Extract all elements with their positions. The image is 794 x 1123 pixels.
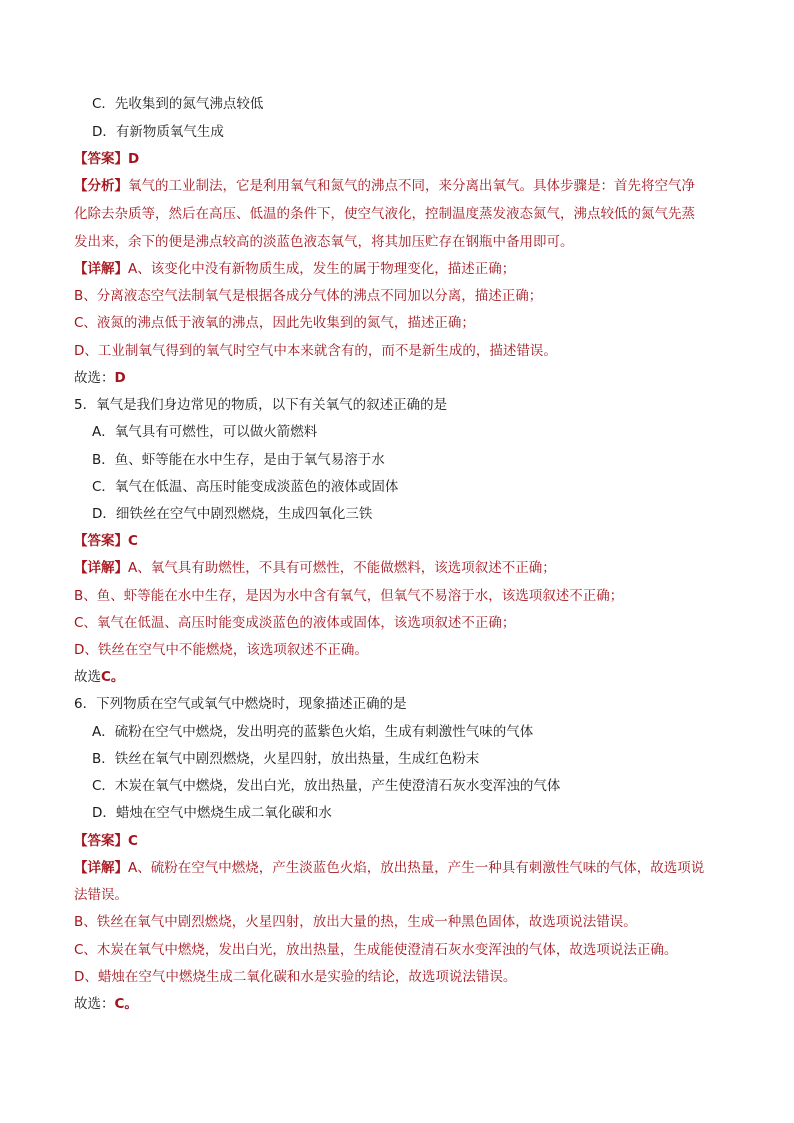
q4-analysis-line-3: 发出来，余下的便是沸点较高的淡蓝色液态氧气，将其加压贮存在钢瓶中备用即可。 [74, 234, 574, 250]
answer-label: 【答案】 [74, 151, 128, 167]
q6-option-d: D．蜡烛在空气中燃烧生成二氧化碳和水 [92, 805, 332, 821]
q5-detail-b: B、鱼、虾等能在水中生存，是因为水中含有氧气，但氧气不易溶于水，该选项叙述不正确； [74, 588, 624, 604]
choice-value: D [114, 370, 126, 386]
q4-choice [74, 369, 126, 387]
q6-option-b: B．铁丝在氧气中剧烈燃烧，火星四射，放出热量，生成红色粉末 [92, 751, 480, 767]
choice-label: 故选： [74, 996, 115, 1012]
q5-detail-a [74, 559, 556, 577]
q6-detail-a-line-2: 法错误。 [74, 887, 128, 903]
q6-answer [74, 832, 138, 850]
q5-stem: 5．氧气是我们身边常见的物质，以下有关氧气的叙述正确的是 [74, 397, 448, 413]
q4-option-c: C．先收集到的氮气沸点较低 [92, 96, 264, 112]
q6-detail-b: B、铁丝在氧气中剧烈燃烧，火星四射，放出大量的热，生成一种黑色固体，故选项说法错误。 [74, 914, 637, 930]
q6-option-c: C．木炭在氧气中燃烧，发出白光，放出热量，产生使澄清石灰水变浑浊的气体 [92, 778, 561, 794]
answer-label: 【答案】 [74, 533, 128, 549]
q6-option-a: A．硫粉在空气中燃烧，发出明亮的蓝紫色火焰，生成有刺激性气味的气体 [92, 724, 534, 740]
choice-label: 故选： [74, 370, 115, 386]
q5-detail-d: D、铁丝在空气中不能燃烧，该选项叙述不正确。 [74, 642, 368, 658]
q4-detail-d: D、工业制氧气得到的氧气时空气中本来就含有的，而不是新生成的，描述错误。 [74, 343, 557, 359]
detail-text: A、硫粉在空气中燃烧，产生淡蓝色火焰，放出热量，产生一种具有刺激性气味的气体，故选项说 [128, 860, 705, 876]
detail-text: A、氧气具有助燃性，不具有可燃性，不能做燃料，该选项叙述不正确； [128, 560, 556, 576]
q5-choice [74, 668, 124, 686]
q5-option-c: C．氧气在低温、高压时能变成淡蓝色的液体或固体 [92, 479, 399, 495]
q6-detail-d: D、蜡烛在空气中燃烧生成二氧化碳和水是实验的结论，故选项说法错误。 [74, 969, 517, 985]
detail-text: A、该变化中没有新物质生成，发生的属于物理变化，描述正确； [128, 261, 516, 277]
q4-detail-c: C、液氮的沸点低于液氧的沸点，因此先收集到的氮气，描述正确； [74, 315, 475, 331]
q5-option-d: D．细铁丝在空气中剧烈燃烧，生成四氧化三铁 [92, 506, 373, 522]
q5-option-b: B．鱼、虾等能在水中生存，是由于氧气易溶于水 [92, 452, 385, 468]
q4-detail-b: B、分离液态空气法制氧气是根据各成分气体的沸点不同加以分离，描述正确； [74, 288, 543, 304]
analysis-label: 【分析】 [74, 178, 128, 194]
detail-label: 【详解】 [74, 560, 128, 576]
q4-analysis-line-2: 化除去杂质等，然后在高压、低温的条件下，使空气液化，控制温度蒸发液态氮气，沸点较低的氮气先蒸 [74, 206, 695, 222]
answer-label: 【答案】 [74, 833, 128, 849]
choice-value: C。 [114, 996, 138, 1012]
q4-analysis-line-1 [74, 177, 695, 195]
q4-detail-a [74, 260, 515, 278]
analysis-text: 氧气的工业制法，它是利用氧气和氮气的沸点不同，来分离出氧气。具体步骤是：首先将空气净 [128, 178, 695, 194]
answer-value: C [128, 533, 138, 549]
q6-choice [74, 995, 138, 1013]
q5-detail-c: C、氧气在低温、高压时能变成淡蓝色的液体或固体，该选项叙述不正确； [74, 615, 516, 631]
q6-stem: 6．下列物质在空气或氧气中燃烧时，现象描述正确的是 [74, 696, 407, 712]
answer-value: C [128, 833, 138, 849]
detail-label: 【详解】 [74, 860, 128, 876]
choice-value: C。 [101, 669, 125, 685]
q6-detail-a-line-1 [74, 859, 704, 877]
q5-option-a: A．氧气具有可燃性，可以做火箭燃料 [92, 424, 318, 440]
q4-answer [74, 150, 139, 168]
choice-label: 故选 [74, 669, 101, 685]
answer-value: D [128, 151, 140, 167]
q4-option-d: D．有新物质氧气生成 [92, 124, 224, 140]
q5-answer [74, 532, 138, 550]
detail-label: 【详解】 [74, 261, 128, 277]
q6-detail-c: C、木炭在氧气中燃烧，发出白光，放出热量，生成能使澄清石灰水变浑浊的气体，故选项说法正确。 [74, 942, 678, 958]
